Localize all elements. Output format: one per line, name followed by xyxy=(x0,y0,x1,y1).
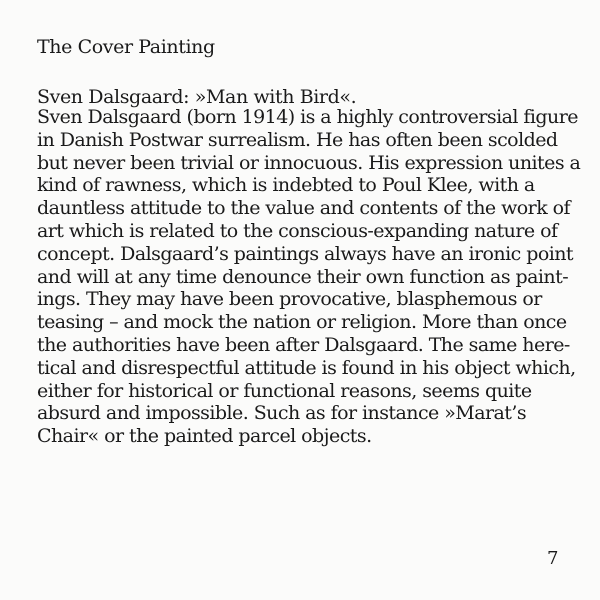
body-line: absurd and impossible. Such as for instance »Marat’s xyxy=(37,402,527,425)
body-paragraph xyxy=(37,106,581,448)
painting-title: Sven Dalsgaard: »Man with Bird«. xyxy=(37,86,357,108)
body-line: concept. Dalsgaard’s paintings always have an ironic point xyxy=(37,242,574,265)
body-line: Chair« or the painted parcel objects. xyxy=(37,425,372,448)
body-line: but never been trivial or innocuous. His expression unites a xyxy=(37,151,581,174)
section-heading: The Cover Painting xyxy=(37,36,215,58)
body-line: the authorities have been after Dalsgaard. The same here- xyxy=(37,333,570,356)
body-line: teasing – and mock the nation or religion. More than once xyxy=(37,311,567,334)
body-line: kind of rawness, which is indebted to Poul Klee, with a xyxy=(37,174,535,197)
page-number: 7 xyxy=(547,548,559,569)
body-line: ings. They may have been provocative, blasphemous or xyxy=(37,288,542,311)
body-line: Sven Dalsgaard (born 1914) is a highly controversial figure xyxy=(37,106,578,128)
body-line: in Danish Postwar surrealism. He has often been scolded xyxy=(37,128,558,151)
body-line: dauntless attitude to the value and contents of the work of xyxy=(37,197,571,220)
body-line: and will at any time denounce their own function as paint- xyxy=(37,265,569,288)
body-line: either for historical or functional reasons, seems quite xyxy=(37,379,532,402)
body-line: tical and disrespectful attitude is found in his object which, xyxy=(37,356,576,379)
body-line: art which is related to the conscious-expanding nature of xyxy=(37,219,558,242)
